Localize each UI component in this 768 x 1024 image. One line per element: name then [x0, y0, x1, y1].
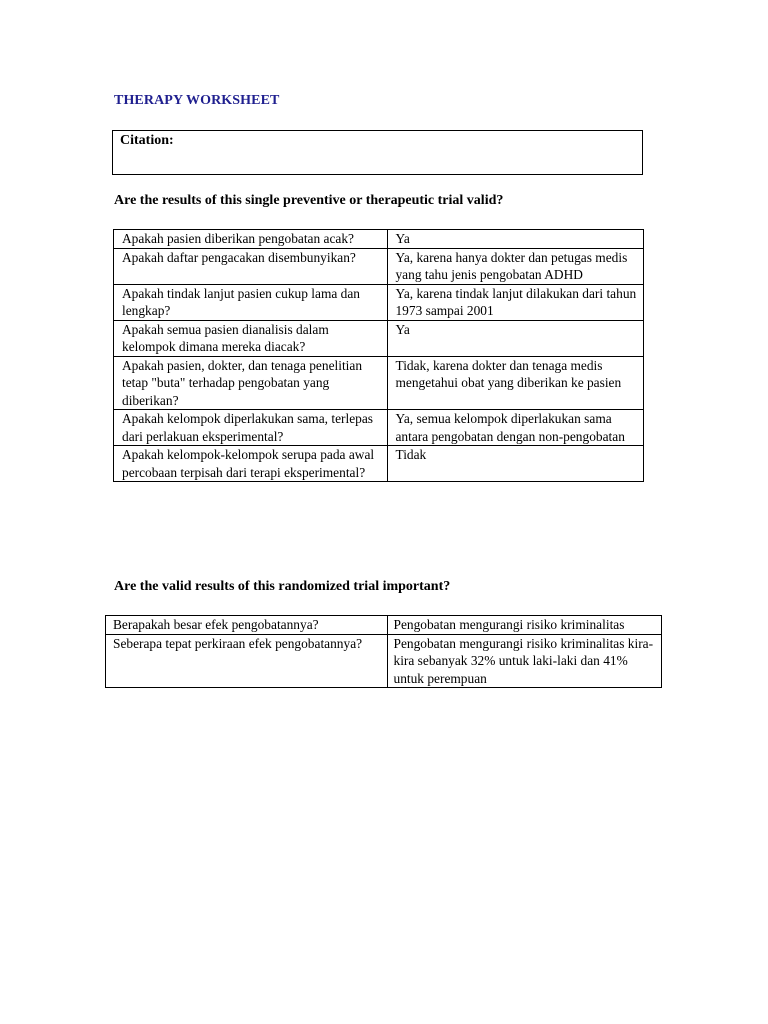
question-cell: Seberapa tepat perkiraan efek pengobatannya? [106, 634, 388, 688]
answer-cell: Pengobatan mengurangi risiko kriminalitas kira-kira sebanyak 32% untuk laki-laki dan 41% untuk perempuan [387, 634, 662, 688]
table-row [114, 320, 644, 356]
question-cell: Apakah pasien, dokter, dan tenaga penelitian tetap "buta" terhadap pengobatan yang diberikan? [114, 356, 388, 410]
importance-table [105, 615, 662, 688]
table-row [114, 284, 644, 320]
page-title: THERAPY WORKSHEET [114, 93, 280, 108]
answer-cell: Tidak, karena dokter dan tenaga medis mengetahui obat yang diberikan ke pasien [388, 356, 644, 410]
question-cell: Apakah pasien diberikan pengobatan acak? [114, 230, 388, 249]
table-row [114, 248, 644, 284]
answer-cell: Ya [388, 230, 644, 249]
answer-cell: Pengobatan mengurangi risiko kriminalitas [387, 616, 662, 635]
table-row [106, 634, 662, 688]
answer-cell: Ya, karena hanya dokter dan petugas medis yang tahu jenis pengobatan ADHD [388, 248, 644, 284]
table-row [114, 446, 644, 482]
question-cell: Apakah kelompok diperlakukan sama, terlepas dari perlakuan eksperimental? [114, 410, 388, 446]
question-cell: Apakah tindak lanjut pasien cukup lama dan lengkap? [114, 284, 388, 320]
citation-box [112, 130, 643, 175]
table-row [114, 410, 644, 446]
citation-label: Citation: [120, 133, 174, 148]
table-row [114, 356, 644, 410]
question-cell: Apakah daftar pengacakan disembunyikan? [114, 248, 388, 284]
table-row [106, 616, 662, 635]
answer-cell: Tidak [388, 446, 644, 482]
importance-section-heading: Are the valid results of this randomized trial important? [114, 579, 451, 594]
validity-section-heading: Are the results of this single preventive or therapeutic trial valid? [114, 193, 504, 208]
answer-cell: Ya, karena tindak lanjut dilakukan dari tahun 1973 sampai 2001 [388, 284, 644, 320]
validity-table [113, 229, 644, 482]
question-cell: Apakah kelompok-kelompok serupa pada awal percobaan terpisah dari terapi eksperimental? [114, 446, 388, 482]
table-row [114, 230, 644, 249]
answer-cell: Ya, semua kelompok diperlakukan sama antara pengobatan dengan non-pengobatan [388, 410, 644, 446]
question-cell: Berapakah besar efek pengobatannya? [106, 616, 388, 635]
question-cell: Apakah semua pasien dianalisis dalam kelompok dimana mereka diacak? [114, 320, 388, 356]
answer-cell: Ya [388, 320, 644, 356]
